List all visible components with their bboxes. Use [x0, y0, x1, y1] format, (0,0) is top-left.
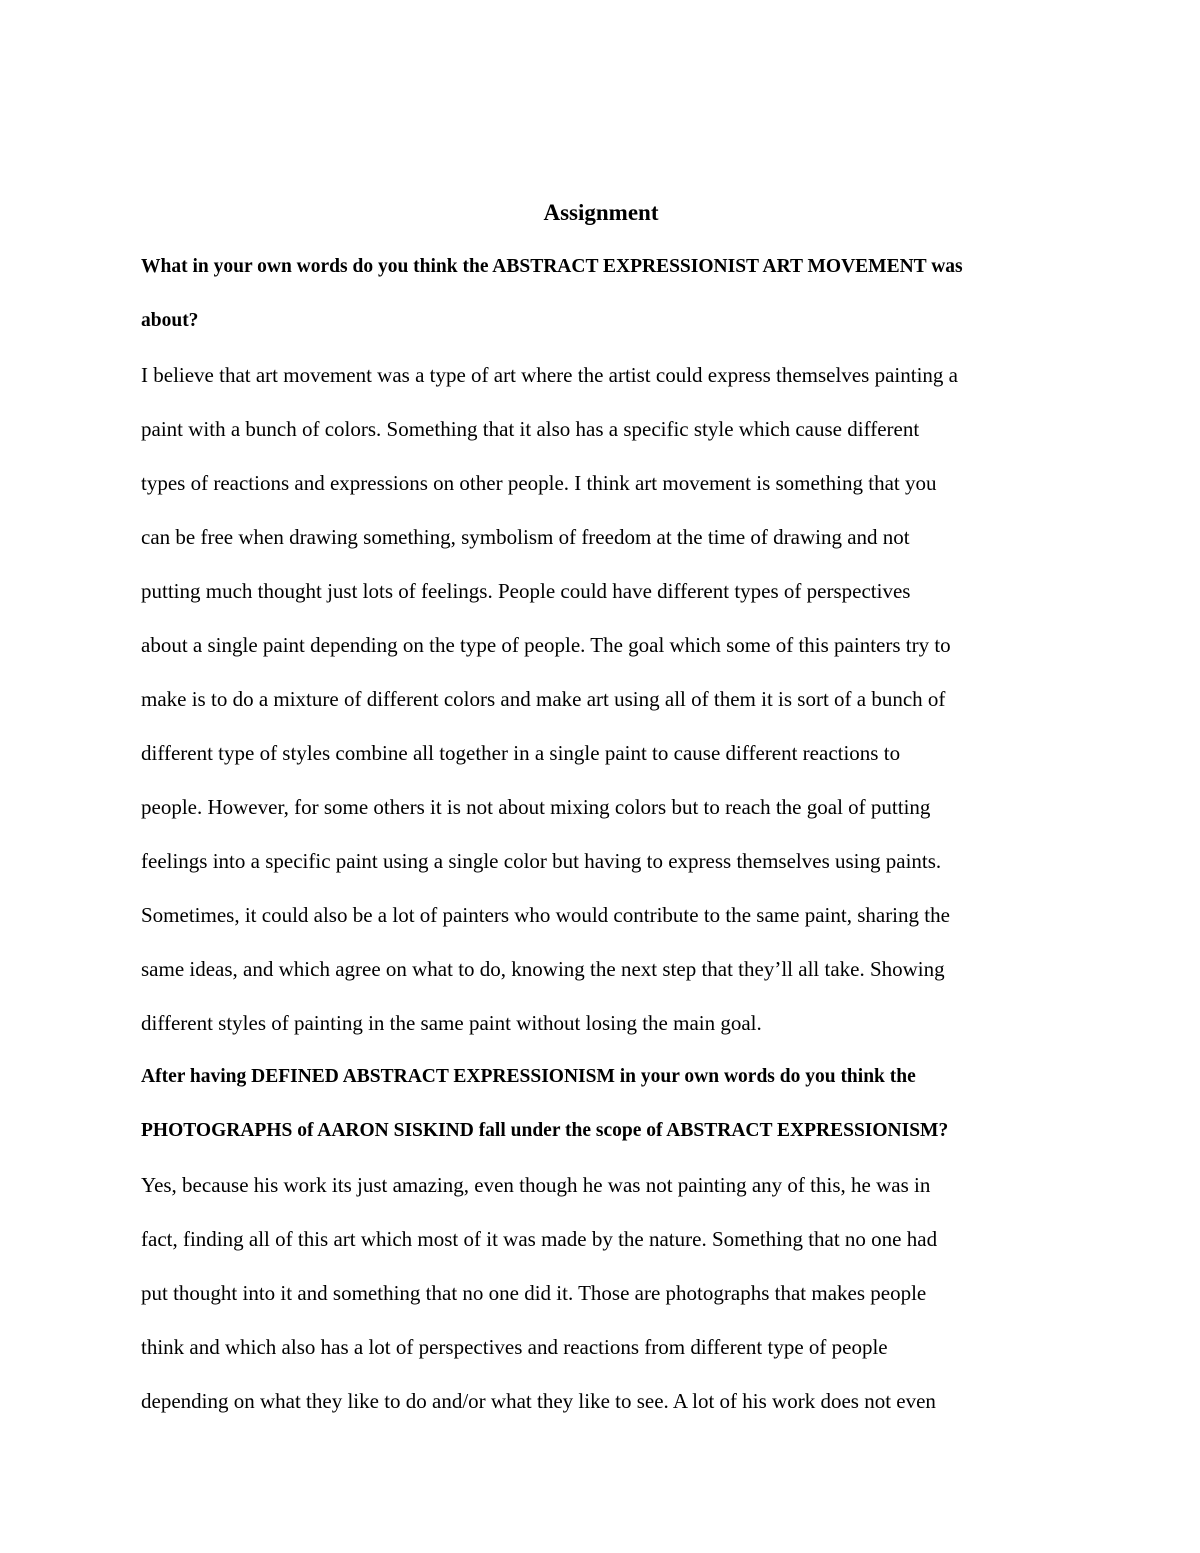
question-1	[141, 240, 1061, 348]
answer-1	[141, 348, 1061, 1050]
answer-2-line: fact, finding all of this art which most of it was made by the nature. Something that no one had	[141, 1227, 938, 1251]
answer-1-line: can be free when drawing something, symbolism of freedom at the time of drawing and not	[141, 525, 910, 549]
answer-2	[141, 1158, 1061, 1428]
question-1-line: What in your own words do you think the ABSTRACT EXPRESSIONIST ART MOVEMENT was	[141, 256, 963, 277]
question-1-line: about?	[141, 310, 199, 331]
answer-1-line: I believe that art movement was a type of art where the artist could express themselves painting a	[141, 363, 958, 387]
question-2	[141, 1050, 1061, 1158]
answer-1-line: putting much thought just lots of feelings. People could have different types of perspectives	[141, 579, 911, 603]
answer-2-line: put thought into it and something that no one did it. Those are photographs that makes people	[141, 1281, 927, 1305]
answer-1-line: types of reactions and expressions on other people. I think art movement is something that you	[141, 471, 937, 495]
answer-2-line: Yes, because his work its just amazing, even though he was not painting any of this, he was in	[141, 1173, 931, 1197]
document-page	[141, 186, 1061, 1428]
answer-2-line: think and which also has a lot of perspectives and reactions from different type of people	[141, 1335, 888, 1359]
answer-1-line: make is to do a mixture of different colors and make art using all of them it is sort of a bunch of	[141, 687, 946, 711]
answer-1-line: different styles of painting in the same paint without losing the main goal.	[141, 1011, 762, 1035]
answer-1-line: about a single paint depending on the type of people. The goal which some of this painters try to	[141, 633, 951, 657]
question-2-line: PHOTOGRAPHS of AARON SISKIND fall under the scope of ABSTRACT EXPRESSIONISM?	[141, 1120, 949, 1141]
answer-1-line: feelings into a specific paint using a single color but having to express themselves using paints.	[141, 849, 942, 873]
question-2-line: After having DEFINED ABSTRACT EXPRESSIONISM in your own words do you think the	[141, 1066, 916, 1087]
answer-1-line: paint with a bunch of colors. Something that it also has a specific style which cause different	[141, 417, 920, 441]
document-title: Assignment	[543, 200, 659, 225]
answer-1-line: people. However, for some others it is not about mixing colors but to reach the goal of putting	[141, 795, 931, 819]
answer-1-line: Sometimes, it could also be a lot of painters who would contribute to the same paint, sharing the	[141, 903, 950, 927]
answer-1-line: same ideas, and which agree on what to do, knowing the next step that they’ll all take. Showing	[141, 957, 945, 981]
answer-2-line: depending on what they like to do and/or what they like to see. A lot of his work does not even	[141, 1389, 936, 1413]
answer-1-line: different type of styles combine all together in a single paint to cause different reactions to	[141, 741, 901, 765]
